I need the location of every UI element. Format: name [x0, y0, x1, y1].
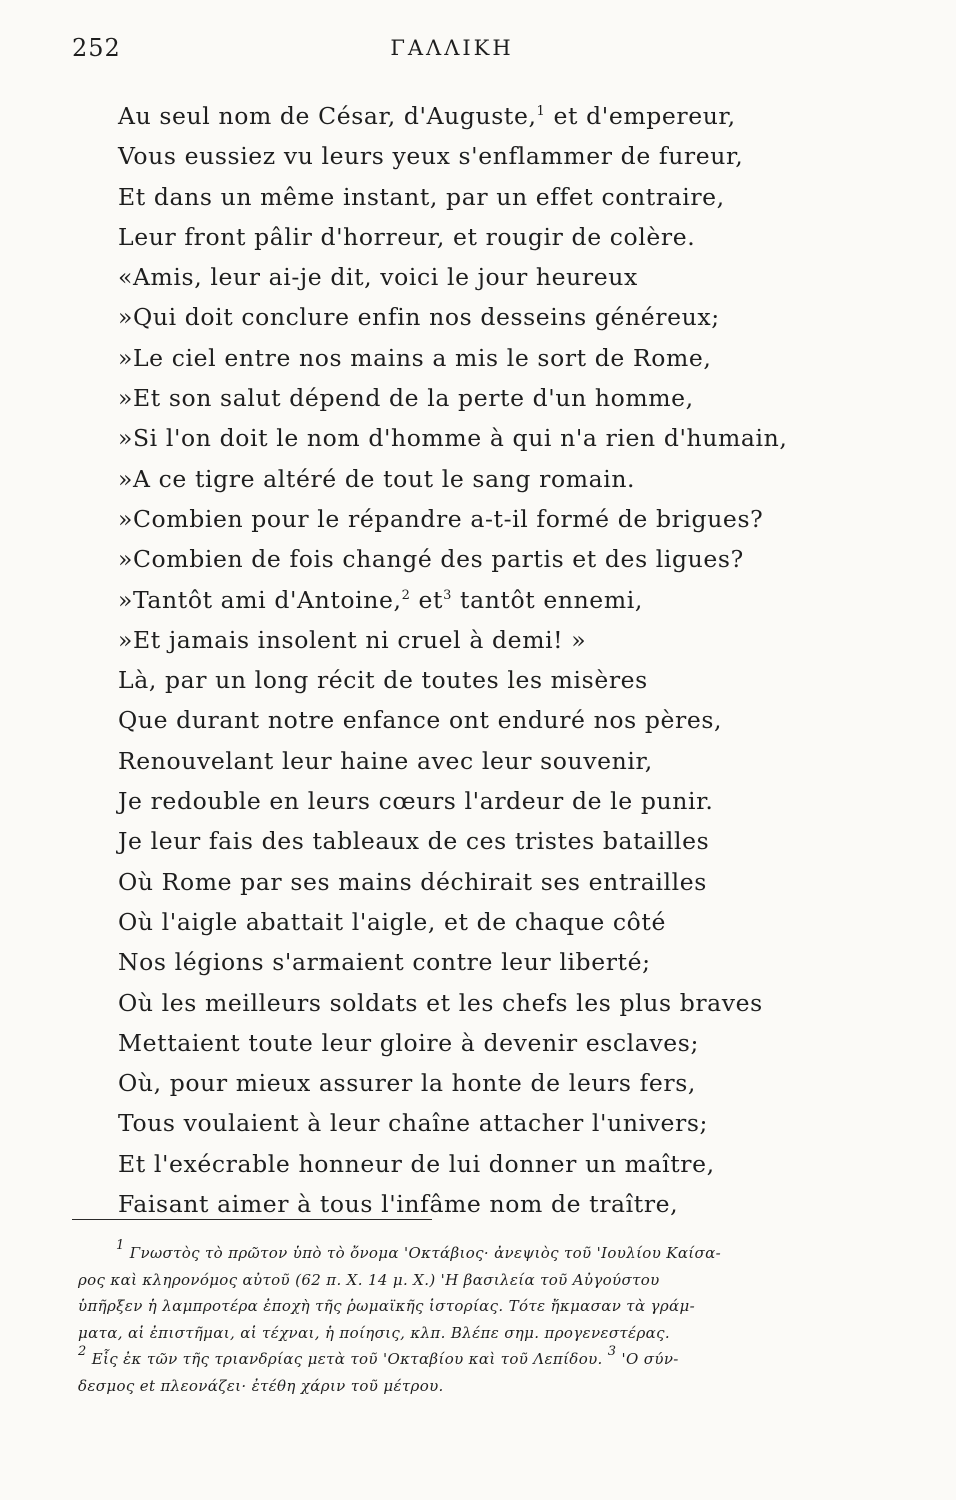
verse-text: Tous voulaient à leur chaîne attacher l'univers;: [118, 1109, 709, 1138]
verse-text: »Tantôt ami d'Antoine,: [118, 585, 402, 614]
verse-text: »Combien de fois changé des partis et des ligues?: [118, 545, 744, 574]
footnote-text: δεσμος et πλεονάζει· ἐτέθη χάριν τοῦ μέτρου.: [78, 1376, 444, 1395]
verse-text: et: [410, 585, 444, 614]
verse-line: [118, 177, 818, 217]
verse-line: [118, 297, 818, 337]
verse-line: [118, 418, 818, 458]
verse-line: [118, 217, 818, 257]
page-number: 252: [72, 34, 121, 62]
verse-line: [118, 1144, 818, 1184]
verse-line: [118, 580, 818, 620]
verse-line: [118, 741, 818, 781]
footnote-line: [78, 1320, 834, 1347]
footnote-line: [78, 1293, 834, 1320]
verse-text: Que durant notre enfance ont enduré nos pères,: [118, 706, 723, 735]
verse-line: [118, 942, 818, 982]
footnote-line: [78, 1346, 834, 1373]
footnote-marker: 3: [443, 587, 452, 603]
verse-text: «Amis, leur ai-je dit, voici le jour heureux: [118, 263, 638, 292]
verse-text: »A ce tigre altéré de tout le sang romain.: [118, 464, 636, 493]
verse-line: [118, 1063, 818, 1103]
verse-text: »Si l'on doit le nom d'homme à qui n'a rien d'humain,: [118, 424, 788, 453]
running-head: ΓΑΛΛΙΚΗ: [390, 36, 514, 60]
verse-line: [118, 1023, 818, 1063]
verse-line: [118, 781, 818, 821]
footnote-rule: [72, 1219, 432, 1220]
footnote-text: Γνωστὸς τὸ πρῶτον ὑπὸ τὸ ὄνομα 'Οκτάβιος· ἀνεψιὸς τοῦ 'Ιουλίου Καίσα-: [124, 1244, 722, 1262]
verse-text: Au seul nom de César, d'Auguste,: [118, 102, 537, 130]
poem-text: [118, 96, 818, 1224]
verse-text: Faisant aimer à tous l'infâme nom de traître,: [118, 1190, 679, 1219]
verse-text: »Qui doit conclure enfin nos desseins généreux;: [118, 303, 720, 332]
verse-text: Mettaient toute leur gloire à devenir esclaves;: [118, 1028, 699, 1057]
footnote-number: 2: [78, 1344, 87, 1359]
verse-text: »Et son salut dépend de la perte d'un homme,: [118, 384, 694, 413]
verse-line: [118, 257, 818, 297]
verse-text: Où les meilleurs soldats et les chefs les plus braves: [118, 988, 763, 1017]
footnote-number: 3: [607, 1344, 617, 1359]
verse-text: Renouvelant leur haine avec leur souvenir,: [118, 746, 653, 775]
verse-text: Je redouble en leurs cœurs l'ardeur de le punir.: [118, 787, 714, 816]
verse-text: »Combien pour le répandre a-t-il formé de brigues?: [118, 504, 764, 533]
verse-text: Leur front pâlir d'horreur, et rougir de colère.: [118, 222, 696, 251]
page-header: [72, 34, 832, 74]
footnote-line: [78, 1240, 834, 1267]
footnote-line: [78, 1373, 834, 1400]
verse-line: [118, 660, 818, 700]
verse-line: [118, 539, 818, 579]
verse-text: »Et jamais insolent ni cruel à demi! »: [118, 625, 587, 654]
verse-line: [118, 378, 818, 418]
verse-text: tantôt ennemi,: [451, 585, 643, 614]
footnote-text: ὑπῆρξεν ἡ λαμπροτέρα ἐποχὴ τῆς ῥωμαϊκῆς ἱστορίας. Τότε ἤκμασαν τὰ γράμ-: [78, 1297, 696, 1315]
footnote-text: Εἷς ἐκ τῶν τῆς τριανδρίας μετὰ τοῦ 'Οκταβίου καὶ τοῦ Λεπίδου.: [86, 1350, 608, 1368]
verse-text: »Le ciel entre nos mains a mis le sort de Rome,: [118, 343, 712, 372]
footnote-marker: 1: [536, 104, 546, 119]
verse-line: [118, 1103, 818, 1143]
verse-text: Vous eussiez vu leurs yeux s'enflammer de fureur,: [118, 142, 744, 171]
verse-text: Et l'exécrable honneur de lui donner un maître,: [118, 1149, 715, 1178]
verse-line: [118, 862, 818, 902]
verse-text: Je leur fais des tableaux de ces tristes batailles: [118, 827, 710, 856]
verse-line: [118, 620, 818, 660]
verse-line: [118, 821, 818, 861]
verse-text: et d'empereur,: [545, 102, 736, 130]
footnote-line: [78, 1267, 834, 1294]
verse-text: Nos légions s'armaient contre leur liberté;: [118, 948, 651, 977]
footnote-marker: 2: [401, 587, 411, 603]
verse-line: [118, 136, 818, 176]
verse-text: Et dans un même instant, par un effet contraire,: [118, 182, 725, 211]
verse-line: [118, 983, 818, 1023]
footnote-text: 'Ο σύν-: [616, 1350, 679, 1368]
verse-line: [118, 499, 818, 539]
verse-line: [118, 96, 818, 136]
verse-text: Où l'aigle abattait l'aigle, et de chaque côté: [118, 907, 666, 936]
verse-line: [118, 902, 818, 942]
verse-text: Où, pour mieux assurer la honte de leurs fers,: [118, 1069, 696, 1098]
verse-line: [118, 338, 818, 378]
verse-text: Là, par un long récit de toutes les misères: [118, 666, 648, 695]
footnote-number: 1: [116, 1238, 125, 1253]
footnotes: [78, 1240, 834, 1399]
verse-text: Où Rome par ses mains déchirait ses entrailles: [118, 867, 707, 896]
verse-line: [118, 700, 818, 740]
footnote-text: ρος καὶ κληρονόμος αὐτοῦ (62 π. Χ. 14 μ. Χ.) 'Η βασιλεία τοῦ Αὐγούστου: [78, 1270, 660, 1289]
verse-line: [118, 459, 818, 499]
footnote-text: ματα, αἱ ἐπιστῆμαι, αἱ τέχναι, ἡ ποίησις, κλπ. Βλέπε σημ. προγενεστέρας.: [78, 1323, 670, 1342]
